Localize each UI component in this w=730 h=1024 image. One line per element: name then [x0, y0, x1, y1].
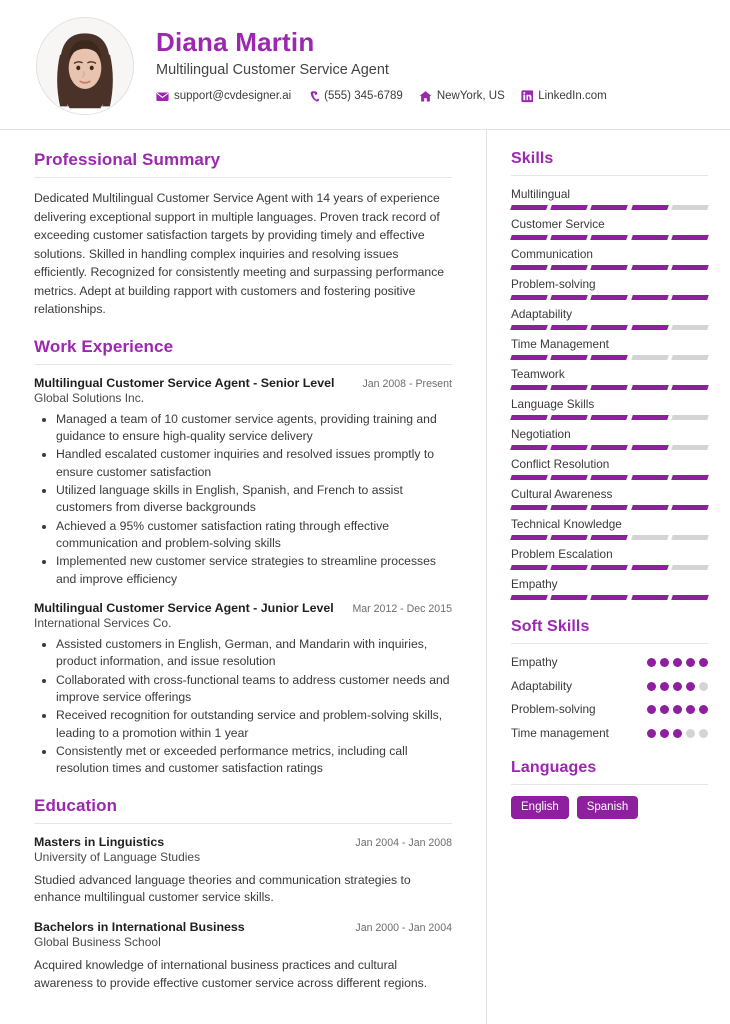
- skill-level-segment: [631, 355, 669, 360]
- skill-level-segment: [591, 595, 629, 600]
- skill-level-segment: [510, 325, 548, 330]
- languages-list: [511, 796, 708, 818]
- soft-skill-label: Time management: [511, 725, 609, 740]
- experience-org: Global Solutions Inc.: [34, 390, 145, 405]
- soft-skill-level-dots: [647, 702, 708, 714]
- skill-level-segment: [671, 445, 709, 450]
- phone-icon: [307, 90, 319, 103]
- skill-level-segment: [671, 415, 709, 420]
- skill-level-segment: [550, 445, 588, 450]
- skill-level-segment: [591, 445, 629, 450]
- skill-level-segment: [550, 595, 588, 600]
- skill-level-segment: [550, 295, 588, 300]
- soft-skill-level-dot: [673, 682, 682, 691]
- skill-item: [511, 307, 708, 330]
- soft-skill-level-dot: [660, 705, 669, 714]
- soft-skill-label: Problem-solving: [511, 702, 596, 717]
- skill-level-segment: [631, 205, 669, 210]
- language-tag[interactable]: English: [511, 796, 569, 818]
- contact-location[interactable]: [419, 90, 505, 103]
- skill-item: [511, 367, 708, 390]
- skill-level-segment: [671, 235, 709, 240]
- education-entry-head: [34, 835, 452, 849]
- skill-level-bar: [511, 205, 708, 210]
- skill-level-segment: [671, 565, 709, 570]
- skill-level-segment: [510, 445, 548, 450]
- summary-text: Dedicated Multilingual Customer Service Agent with 14 years of experience delivering exceptional support in multiple languages. Proven track record of exceeding customer satisfaction targets by providing timely and effective solutions. Skilled in handling complex inquiries and resolving issues efficiently. Recognized for consistently meeting and surpassing performance metrics. Adept at building rapport with customers and fostering positive relationships.: [34, 191, 445, 317]
- section-title-skills: Skills: [511, 150, 554, 167]
- skill-level-segment: [510, 475, 548, 480]
- education-entry-head: [34, 920, 452, 934]
- soft-skill-level-dot: [686, 705, 695, 714]
- skill-label: Adaptability: [511, 307, 572, 321]
- skill-level-segment: [591, 265, 629, 270]
- skill-level-bar: [511, 595, 708, 600]
- soft-skill-item: [511, 726, 708, 742]
- skill-level-segment: [591, 535, 629, 540]
- soft-skill-level-dots: [647, 726, 708, 738]
- education-description: Studied advanced language theories and communication strategies to enhance multilingual customer service skills.: [34, 872, 411, 905]
- section-education: [34, 796, 452, 993]
- skill-level-segment: [631, 265, 669, 270]
- skill-level-segment: [631, 295, 669, 300]
- education-school: Global Business School: [34, 935, 161, 950]
- skill-label: Negotiation: [511, 427, 571, 441]
- soft-skill-level-dot: [647, 729, 656, 738]
- skill-level-segment: [550, 475, 588, 480]
- skills-list: [511, 187, 708, 600]
- skill-level-segment: [550, 325, 588, 330]
- skill-label: Problem Escalation: [511, 547, 613, 561]
- contact-phone[interactable]: [307, 90, 403, 103]
- education-list: [34, 835, 452, 993]
- skill-level-segment: [591, 475, 629, 480]
- skill-level-bar: [511, 475, 708, 480]
- experience-bullet: • Consistently met or exceeded performance metrics, including call resolution times and customer satisfaction ratings: [56, 743, 452, 778]
- skill-item: [511, 217, 708, 240]
- soft-skill-level-dot: [686, 682, 695, 691]
- education-entry: [34, 835, 452, 907]
- skill-level-segment: [510, 535, 548, 540]
- skill-item: [511, 397, 708, 420]
- skill-level-bar: [511, 445, 708, 450]
- skill-label: Language Skills: [511, 397, 595, 411]
- experience-entry-head: [34, 376, 452, 390]
- skill-label: Customer Service: [511, 217, 605, 231]
- section-soft-skills: [511, 618, 708, 741]
- soft-skill-item: [511, 655, 708, 671]
- skill-level-segment: [550, 415, 588, 420]
- education-school: University of Language Studies: [34, 849, 201, 864]
- section-title-languages: Languages: [511, 759, 597, 777]
- skill-level-bar: [511, 385, 708, 390]
- contact-list: [156, 90, 706, 103]
- skill-level-segment: [550, 355, 588, 360]
- home-icon: [419, 90, 432, 103]
- experience-org: International Services Co.: [34, 616, 172, 631]
- soft-skill-level-dot: [699, 729, 708, 738]
- skill-level-segment: [631, 235, 669, 240]
- experience-date: Mar 2012 - Dec 2015: [352, 603, 452, 616]
- experience-entry: [34, 376, 452, 588]
- skill-level-segment: [550, 385, 588, 390]
- skill-level-bar: [511, 505, 708, 510]
- skill-level-segment: [591, 505, 629, 510]
- soft-skill-level-dot: [686, 729, 695, 738]
- contact-phone-value: (555) 345-6789: [324, 90, 403, 103]
- skill-level-segment: [671, 535, 709, 540]
- experience-bullet: • Handled escalated customer inquiries and resolved issues promptly to ensure customer satisfaction: [56, 446, 452, 481]
- skill-level-segment: [550, 235, 588, 240]
- skill-item: [511, 337, 708, 360]
- skill-level-segment: [671, 595, 709, 600]
- linkedin-icon: [521, 90, 534, 103]
- experience-entry-head: [34, 601, 452, 615]
- divider: [511, 784, 708, 785]
- skill-level-bar: [511, 565, 708, 570]
- main-column: [0, 130, 487, 1024]
- skill-level-segment: [631, 535, 669, 540]
- section-title-soft-skills: Soft Skills: [511, 618, 590, 635]
- skill-label: Teamwork: [511, 367, 565, 381]
- soft-skill-level-dots: [647, 679, 708, 691]
- skill-level-segment: [550, 505, 588, 510]
- skill-level-bar: [511, 265, 708, 270]
- skill-level-segment: [510, 265, 548, 270]
- soft-skill-label: Adaptability: [511, 678, 572, 693]
- section-skills: [511, 150, 708, 600]
- skill-item: [511, 457, 708, 480]
- skill-level-segment: [510, 205, 548, 210]
- soft-skill-level-dot: [699, 658, 708, 667]
- job-title: Multilingual Customer Service Agent: [156, 61, 389, 78]
- skill-level-segment: [631, 445, 669, 450]
- education-entry: [34, 920, 452, 992]
- resume-header: [0, 0, 730, 130]
- skill-level-segment: [631, 475, 669, 480]
- skill-level-segment: [591, 565, 629, 570]
- experience-bullet: • Assisted customers in English, German, and Mandarin with inquiries, product information, and issue resolution: [56, 636, 452, 671]
- skill-level-bar: [511, 415, 708, 420]
- skill-level-segment: [671, 325, 709, 330]
- email-icon: [156, 90, 169, 103]
- experience-bullet: • Achieved a 95% customer satisfaction rating through effective communication and problem-solving skills: [56, 518, 452, 553]
- skill-level-segment: [591, 415, 629, 420]
- skill-level-segment: [631, 325, 669, 330]
- divider: [511, 175, 708, 176]
- skill-level-segment: [510, 505, 548, 510]
- skill-level-segment: [591, 385, 629, 390]
- education-date: Jan 2004 - Jan 2008: [355, 836, 452, 849]
- skill-level-bar: [511, 355, 708, 360]
- language-tag[interactable]: Spanish: [577, 796, 639, 818]
- contact-linkedin-value: LinkedIn.com: [538, 90, 607, 103]
- skill-label: Multilingual: [511, 187, 571, 201]
- skill-level-segment: [550, 565, 588, 570]
- skill-item: [511, 247, 708, 270]
- skill-level-segment: [671, 265, 709, 270]
- skill-level-segment: [671, 475, 709, 480]
- skill-level-segment: [510, 565, 548, 570]
- skill-level-segment: [591, 235, 629, 240]
- skill-level-segment: [510, 235, 548, 240]
- soft-skill-item: [511, 702, 708, 718]
- experience-entry: [34, 601, 452, 778]
- contact-email[interactable]: [156, 90, 291, 103]
- skill-level-segment: [510, 595, 548, 600]
- experience-bullet: • Received recognition for outstanding service and problem-solving skills, leading to a promotion within 1 year: [56, 707, 452, 742]
- skill-level-segment: [591, 355, 629, 360]
- experience-bullet: • Managed a team of 10 customer service agents, providing training and guidance to ensure high-quality service delivery: [56, 411, 452, 446]
- soft-skill-level-dot: [647, 705, 656, 714]
- skill-item: [511, 517, 708, 540]
- skill-label: Technical Knowledge: [511, 517, 622, 531]
- header-text-block: [134, 28, 706, 103]
- experience-list: [34, 376, 452, 778]
- experience-bullet: • Utilized language skills in English, Spanish, and French to assist customers from diverse backgrounds: [56, 482, 452, 517]
- skill-level-segment: [591, 325, 629, 330]
- skill-level-segment: [510, 295, 548, 300]
- sidebar-column: [487, 130, 730, 1024]
- section-summary: [34, 150, 452, 319]
- soft-skills-list: [511, 655, 708, 741]
- skill-label: Conflict Resolution: [511, 457, 610, 471]
- resume-body: [0, 130, 730, 1024]
- page-title: Diana Martin: [156, 27, 315, 58]
- soft-skill-level-dot: [647, 658, 656, 667]
- soft-skill-level-dot: [673, 705, 682, 714]
- soft-skill-level-dot: [673, 658, 682, 667]
- soft-skill-level-dot: [647, 682, 656, 691]
- section-title-experience: Work Experience: [34, 336, 174, 356]
- avatar: [36, 17, 134, 115]
- skill-item: [511, 187, 708, 210]
- section-experience: [34, 337, 452, 778]
- experience-role: Multilingual Customer Service Agent - Junior Level: [34, 601, 334, 616]
- skill-level-segment: [671, 505, 709, 510]
- contact-linkedin[interactable]: [521, 90, 607, 103]
- education-date: Jan 2000 - Jan 2004: [355, 922, 452, 935]
- soft-skill-level-dot: [699, 682, 708, 691]
- contact-location-value: NewYork, US: [436, 90, 505, 103]
- skill-level-segment: [591, 295, 629, 300]
- skill-level-bar: [511, 325, 708, 330]
- education-description: Acquired knowledge of international business practices and cultural awareness to provide effective customer service across different regions.: [34, 958, 428, 990]
- skill-level-segment: [631, 595, 669, 600]
- soft-skill-level-dot: [699, 705, 708, 714]
- skill-level-segment: [510, 355, 548, 360]
- experience-bullets: [34, 411, 452, 588]
- skill-level-segment: [631, 385, 669, 390]
- soft-skill-level-dot: [686, 658, 695, 667]
- soft-skill-level-dot: [660, 682, 669, 691]
- skill-level-bar: [511, 235, 708, 240]
- skill-level-segment: [671, 205, 709, 210]
- divider: [34, 177, 452, 178]
- section-title-summary: Professional Summary: [34, 150, 221, 169]
- skill-level-bar: [511, 535, 708, 540]
- skill-level-segment: [631, 505, 669, 510]
- skill-level-segment: [550, 205, 588, 210]
- skill-label: Communication: [511, 247, 593, 261]
- skill-item: [511, 277, 708, 300]
- experience-bullet: • Implemented new customer service strategies to streamline processes and improve efficiency: [56, 553, 452, 588]
- experience-role: Multilingual Customer Service Agent - Senior Level: [34, 375, 335, 390]
- education-degree: Bachelors in International Business: [34, 920, 245, 935]
- experience-bullets: [34, 636, 452, 778]
- skill-level-segment: [671, 355, 709, 360]
- skill-level-segment: [671, 295, 709, 300]
- skill-item: [511, 427, 708, 450]
- section-languages: [511, 759, 708, 818]
- soft-skill-level-dot: [660, 658, 669, 667]
- skill-level-segment: [671, 385, 709, 390]
- skill-level-segment: [550, 535, 588, 540]
- soft-skill-level-dot: [660, 729, 669, 738]
- skill-level-segment: [510, 385, 548, 390]
- skill-item: [511, 577, 708, 600]
- skill-level-segment: [550, 265, 588, 270]
- skill-label: Cultural Awareness: [511, 487, 613, 501]
- skill-label: Empathy: [511, 577, 558, 591]
- avatar-photo-icon: [37, 18, 133, 114]
- education-degree: Masters in Linguistics: [34, 834, 165, 849]
- experience-date: Jan 2008 - Present: [362, 377, 452, 390]
- skill-level-bar: [511, 295, 708, 300]
- skill-item: [511, 487, 708, 510]
- soft-skill-label: Empathy: [511, 655, 558, 669]
- skill-item: [511, 547, 708, 570]
- skill-level-segment: [591, 205, 629, 210]
- skill-level-segment: [631, 415, 669, 420]
- experience-bullet: • Collaborated with cross-functional teams to address customer needs and improve service offerings: [56, 672, 452, 707]
- divider: [34, 823, 452, 824]
- skill-label: Problem-solving: [511, 277, 596, 291]
- skill-level-segment: [631, 565, 669, 570]
- contact-email-value: support@cvdesigner.ai: [174, 90, 292, 103]
- soft-skill-level-dot: [673, 729, 682, 738]
- divider: [34, 364, 452, 365]
- skill-label: Time Management: [511, 337, 609, 351]
- section-title-education: Education: [34, 795, 118, 815]
- soft-skill-level-dots: [647, 655, 708, 667]
- skill-level-segment: [510, 415, 548, 420]
- divider: [511, 643, 708, 644]
- soft-skill-item: [511, 679, 708, 695]
